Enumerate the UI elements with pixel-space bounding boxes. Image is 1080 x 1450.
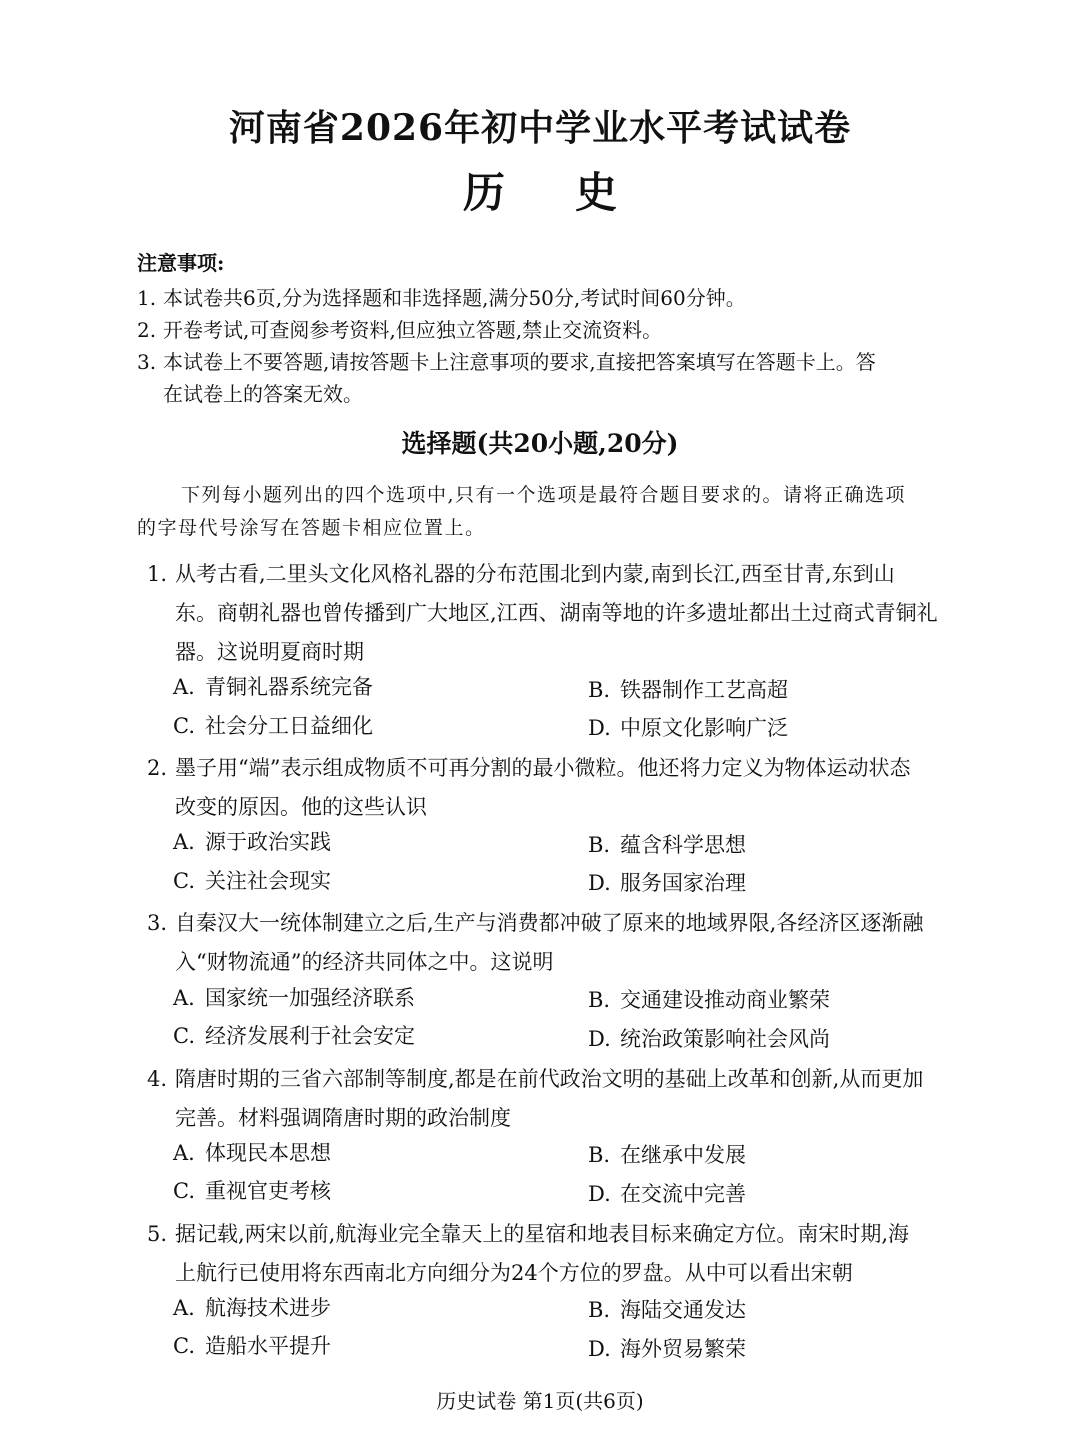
option-c: C. 关注社会现实 — [173, 869, 331, 893]
question-number: 5. — [147, 1222, 168, 1246]
question-text: 从考古看,二里头文化风格礼器的分布范围北到内蒙,南到长江,西至甘青,东到山 — [175, 562, 895, 586]
option-c: C. 重视官吏考核 — [173, 1179, 331, 1203]
question-4-stem — [147, 1060, 987, 1138]
question-number: 3. — [147, 911, 168, 935]
notice-item-2 — [137, 314, 987, 346]
question-text: 入“财物流通”的经济共同体之中。这说明 — [175, 950, 554, 974]
option-d: D. 海外贸易繁荣 — [588, 1337, 746, 1361]
option-d: D. 中原文化影响广泛 — [588, 716, 788, 740]
option-b: B. 在继承中发展 — [588, 1143, 746, 1167]
option-b: B. 蕴含科学思想 — [588, 833, 746, 857]
option-c: C. 造船水平提升 — [173, 1334, 331, 1358]
notice-heading: 注意事项: — [137, 251, 225, 275]
section-title: 选择题(共20小题,20分) — [401, 429, 679, 458]
subject-title: 历史 — [462, 168, 687, 217]
option-a: A. 国家统一加强经济联系 — [173, 986, 415, 1010]
question-number: 2. — [147, 756, 168, 780]
question-2-stem — [147, 749, 987, 827]
question-3-stem — [147, 904, 987, 982]
option-d: D. 在交流中完善 — [588, 1182, 746, 1206]
question-number: 1. — [147, 562, 168, 586]
notice-item-1 — [137, 282, 987, 314]
question-text: 据记载,两宋以前,航海业完全靠天上的星宿和地表目标来确定方位。南宋时期,海 — [175, 1222, 910, 1246]
option-a: A. 源于政治实践 — [173, 830, 331, 854]
option-a: A. 体现民本思想 — [173, 1141, 331, 1165]
question-text: 上航行已使用将东西南北方向细分为24个方位的罗盘。从中可以看出宋朝 — [175, 1261, 853, 1285]
question-text: 改变的原因。他的这些认识 — [175, 795, 427, 819]
instruction-line: 下列每小题列出的四个选项中,只有一个选项是最符合题目要求的。请将正确选项 — [181, 484, 907, 506]
exam-title: 河南省2026年初中学业水平考试试卷 — [228, 107, 852, 149]
question-text: 东。商朝礼器也曾传播到广大地区,江西、湖南等地的许多遗址都出土过商式青铜礼 — [175, 601, 938, 625]
question-5-stem — [147, 1215, 987, 1293]
option-b: B. 海陆交通发达 — [588, 1298, 746, 1322]
option-c: C. 社会分工日益细化 — [173, 714, 373, 738]
question-text: 器。这说明夏商时期 — [175, 640, 364, 664]
notice-number: 1. — [137, 286, 157, 310]
page-footer: 历史试卷 第1页(共6页) — [436, 1389, 644, 1413]
notice-item-3 — [137, 346, 987, 410]
question-text: 隋唐时期的三省六部制等制度,都是在前代政治文明的基础上改革和创新,从而更加 — [175, 1067, 924, 1091]
question-text: 墨子用“端”表示组成物质不可再分割的最小微粒。他还将力定义为物体运动状态 — [175, 756, 911, 780]
question-text: 完善。材料强调隋唐时期的政治制度 — [175, 1106, 511, 1130]
notice-text-continued: 在试卷上的答案无效。 — [163, 382, 363, 406]
option-a: A. 航海技术进步 — [173, 1296, 331, 1320]
question-1-stem — [147, 555, 987, 672]
instruction-line: 的字母代号涂写在答题卡相应位置上。 — [137, 517, 486, 539]
notice-number: 2. — [137, 318, 157, 342]
notice-text: 本试卷共6页,分为选择题和非选择题,满分50分,考试时间60分钟。 — [163, 286, 746, 310]
option-a: A. 青铜礼器系统完备 — [173, 675, 373, 699]
notice-number: 3. — [137, 350, 157, 374]
option-b: B. 交通建设推动商业繁荣 — [588, 988, 830, 1012]
option-d: D. 统治政策影响社会风尚 — [588, 1027, 830, 1051]
question-text: 自秦汉大一统体制建立之后,生产与消费都冲破了原来的地域界限,各经济区逐渐融 — [175, 911, 924, 935]
option-c: C. 经济发展利于社会安定 — [173, 1024, 415, 1048]
question-number: 4. — [147, 1067, 168, 1091]
option-b: B. 铁器制作工艺高超 — [588, 678, 788, 702]
option-d: D. 服务国家治理 — [588, 871, 746, 895]
notice-text: 开卷考试,可查阅参考资料,但应独立答题,禁止交流资料。 — [163, 318, 663, 342]
notice-text: 本试卷上不要答题,请按答题卡上注意事项的要求,直接把答案填写在答题卡上。答 — [163, 350, 876, 374]
